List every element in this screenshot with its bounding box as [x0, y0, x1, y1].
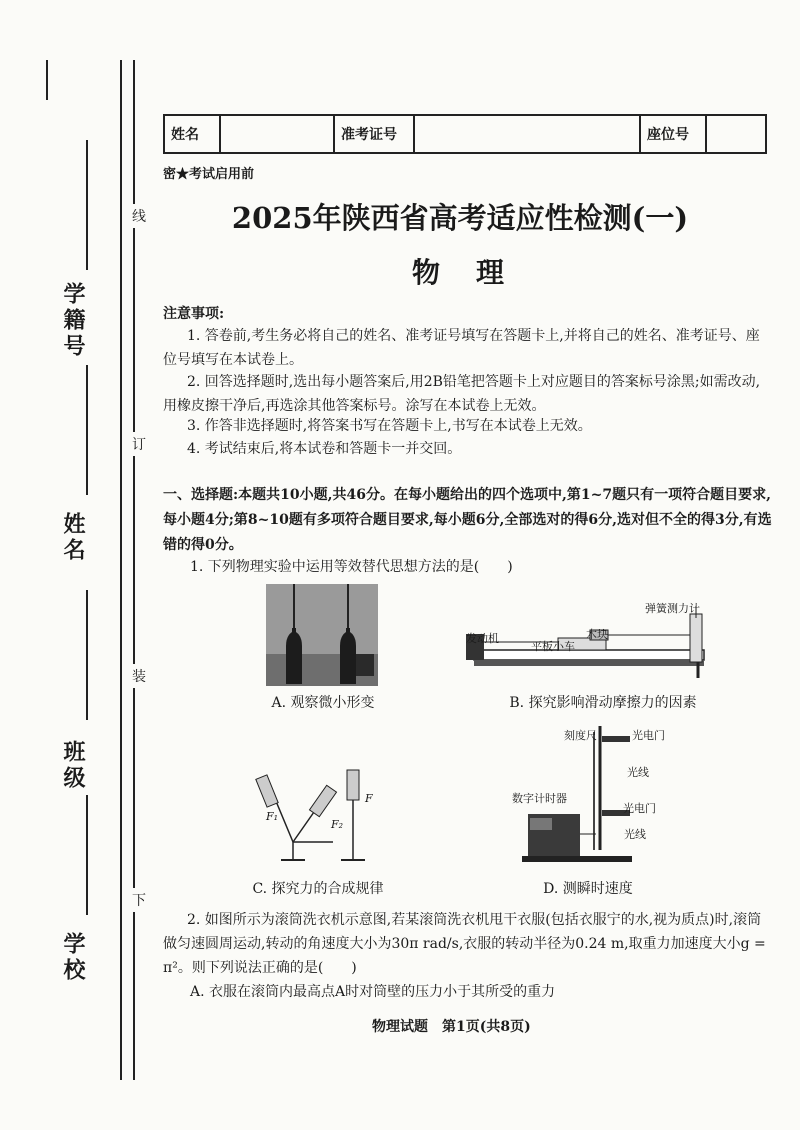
- bind-mark-xia: 下: [132, 888, 146, 912]
- page-footer: 物理试题 第1页(共8页): [372, 1019, 531, 1035]
- seat-label: 座位号: [640, 115, 706, 153]
- exam-id-field[interactable]: [414, 115, 640, 153]
- note-item-3: 3. 作答非选择题时,将答案书写在答题卡上,书写在本试卷上无效。: [187, 418, 592, 434]
- name-label: 姓名: [164, 115, 220, 153]
- bottles-image: [266, 584, 378, 686]
- subject-title: 物 理: [411, 256, 508, 289]
- class-blank[interactable]: [86, 590, 88, 720]
- label-board: 平板小车: [531, 640, 575, 653]
- binding-line-outer: [46, 60, 48, 100]
- figure-b-caption: B. 探究影响滑动摩擦力的因素: [509, 695, 697, 711]
- label-f: F: [365, 792, 373, 805]
- label-gate-2: 光电门: [623, 802, 656, 815]
- label-motor: 发动机: [466, 632, 499, 645]
- label-ruler: 刻度尺: [564, 729, 597, 742]
- info-table: [163, 114, 767, 154]
- label-f1: F₁: [266, 810, 279, 823]
- note-item-1: 1. 答卷前,考生务必将自己的姓名、准考证号填写在答题卡上,并将自己的姓名、准考证号、座位号填写在本试卷上。: [163, 328, 760, 368]
- bind-mark-zhuang: 装: [132, 664, 146, 688]
- school-label: 学校: [60, 932, 86, 984]
- exam-id-label: 准考证号: [334, 115, 414, 153]
- secret-note: 密★考试启用前: [163, 167, 255, 182]
- section1-intro: 一、选择题:本题共10小题,共46分。在每小题给出的四个选项中,第1~7题只有一项符合题目要求,每小题4分;第8~10题有多项符合题目要求,每小题6分,全部选对的得6分,选对但不全的得3分,有选错的得0分。: [163, 487, 772, 553]
- label-line-2: 光线: [624, 828, 646, 841]
- label-gate-1: 光电门: [632, 729, 665, 742]
- name-field[interactable]: [220, 115, 334, 153]
- student-id-label: 学籍号: [60, 282, 86, 360]
- name-margin-label: 姓名: [60, 512, 86, 564]
- label-line-1: 光线: [627, 766, 649, 779]
- figure-c-caption: C. 探究力的合成规律: [252, 881, 384, 897]
- q2-option-a: A. 衣服在滚筒内最高点A时对筒壁的压力小于其所受的重力: [190, 984, 556, 1000]
- student-id-blank[interactable]: [86, 140, 88, 270]
- q2-stem: 2. 如图所示为滚筒洗衣机示意图,若某滚筒洗衣机甩干衣服(包括衣服宁的水,视为质点)时,滚筒做匀速圆周运动,转动的角速度大小为30π rad/s,衣服的转动半径为0.24 m,取重力加速度大小g = π²。则下列说法正确的是( ): [163, 912, 766, 976]
- label-dynamometer: 弹簧测力计: [645, 602, 700, 615]
- bind-mark-line: 线: [132, 204, 146, 228]
- class-label: 班级: [60, 740, 86, 792]
- label-timer: 数字计时器: [512, 792, 567, 805]
- name-margin-blank[interactable]: [86, 365, 88, 495]
- note-item-2: 2. 回答选择题时,选出每小题答案后,用2B铅笔把答题卡上对应题目的答案标号涂黑;如需改动,用橡皮擦干净后,再选涂其他答案标号。涂写在本试卷上无效。: [163, 374, 761, 414]
- school-blank[interactable]: [86, 795, 88, 915]
- seat-field[interactable]: [706, 115, 766, 153]
- label-f2: F₂: [331, 818, 344, 831]
- binding-line-1: [120, 60, 122, 1080]
- figure-d-caption: D. 测瞬时速度: [543, 881, 633, 897]
- figure-a-caption: A. 观察微小形变: [271, 695, 375, 711]
- bind-mark-ding: 订: [132, 432, 146, 456]
- note-item-4: 4. 考试结束后,将本试卷和答题卡一并交回。: [187, 441, 462, 457]
- q1-stem: 1. 下列物理实验中运用等效替代思想方法的是( ): [190, 559, 513, 575]
- notes-heading: 注意事项:: [163, 306, 225, 322]
- figure-a-photo: [266, 584, 378, 686]
- exam-title: 2025年陕西省高考适应性检测(一): [231, 201, 689, 235]
- label-block: 木块: [586, 628, 608, 641]
